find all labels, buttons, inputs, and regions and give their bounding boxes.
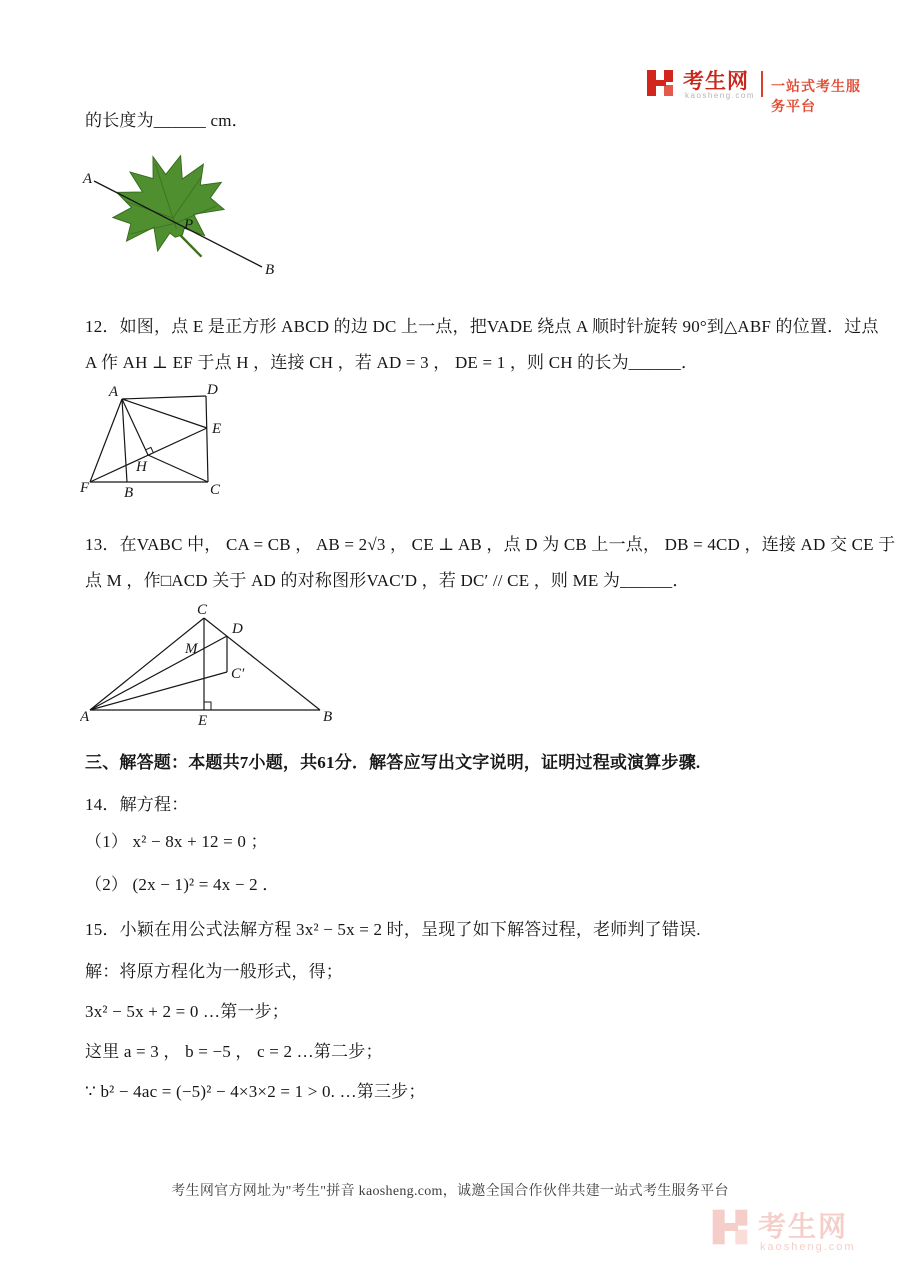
- square-label-f: F: [80, 480, 90, 496]
- watermark-brand: 考生网: [758, 1211, 849, 1242]
- question-15-step-2: 这里 a = 3 ， b = −5 ， c = 2 …第二步；: [85, 1042, 383, 1061]
- section-3-header: 三、解答题：本题共7小题，共61分．解答应写出文字说明，证明过程或演算步骤.: [85, 753, 701, 772]
- question-15-text: 15．小颖在用公式法解方程 3x² − 5x = 2 时，呈现了如下解答过程，老师判了错误.: [85, 920, 701, 939]
- question-14-title: 14．解方程：: [85, 795, 189, 814]
- question-13-text-line-1: 13．在VABC 中， CA = CB ， AB = 2√3 ， CE ⊥ AB ，点 D 为 CB 上一点， DB = 4CD ，连接 AD 交 CE 于: [85, 535, 896, 554]
- figure-leaf: [80, 143, 290, 293]
- triangle-label-e: E: [198, 713, 208, 729]
- triangle-label-m: M: [185, 641, 198, 657]
- square-label-d: D: [207, 383, 218, 398]
- question-14-equation-2: （2） (2x − 1)² = 4x − 2 ．: [85, 875, 280, 894]
- figure-square: [80, 383, 250, 503]
- brand-tagline: 一站式考生服务平台: [771, 78, 861, 114]
- watermark-domain: kaosheng.com: [760, 1241, 856, 1253]
- figure-triangle: [80, 602, 340, 732]
- maple-leaf: [99, 143, 241, 279]
- square-label-e: E: [212, 421, 222, 437]
- right-angle-mark-e: [204, 702, 211, 710]
- kaosheng-watermark-icon: [710, 1207, 750, 1247]
- triangle-label-a: A: [80, 709, 90, 725]
- footer-text: 考生网官方网址为"考生"拼音 kaosheng.com，诚邀全国合作伙伴共建一站式考生服务平台: [171, 1184, 729, 1199]
- brand-domain: kaosheng.com: [685, 91, 756, 100]
- question-15-solution-intro: 解：将原方程化为一般形式，得；: [85, 962, 343, 981]
- kaosheng-watermark: [710, 1203, 880, 1263]
- leaf-label-p: P: [184, 217, 194, 233]
- question-13-text-line-2: 点 M ，作□ACD 关于 AD 的对称图形VAC′D ，若 DC′ // CE ，则 ME 为______．: [85, 571, 690, 590]
- leaf-label-a: A: [82, 171, 92, 187]
- triangle-label-b: B: [323, 709, 333, 725]
- square-label-b: B: [124, 485, 134, 501]
- question-11-tail-text: 的长度为______ cm．: [85, 111, 249, 130]
- triangle-label-d: D: [232, 621, 243, 637]
- kaosheng-header-logo: [645, 64, 875, 114]
- square-label-c: C: [210, 482, 221, 498]
- brand-name: 考生网: [683, 70, 749, 93]
- square-label-a: A: [108, 384, 118, 400]
- question-12-text-line-2: A 作 AH ⊥ EF 于点 H ，连接 CH ，若 AD = 3 ， DE = 1 ，则 CH 的长为______．: [85, 353, 699, 372]
- question-12-text-line-1: 12．如图，点 E 是正方形 ABCD 的边 DC 上一点，把VADE 绕点 A 顺时针旋转 90°到△ABF 的位置．过点: [85, 317, 879, 336]
- question-15-step-3: ∵ b² − 4ac = (−5)² − 4×3×2 = 1 > 0. …第三步；: [85, 1082, 426, 1101]
- kaosheng-logo-icon: [645, 68, 675, 98]
- square-label-h: H: [136, 459, 147, 475]
- triangle-label-c-prime: C′: [231, 666, 245, 682]
- question-15-step-1: 3x² − 5x + 2 = 0 …第一步；: [85, 1002, 290, 1021]
- leaf-label-b: B: [265, 262, 275, 278]
- question-14-equation-1: （1） x² − 8x + 12 = 0 ；: [85, 832, 268, 851]
- triangle-label-c: C: [197, 602, 208, 618]
- brand-divider: [761, 71, 763, 97]
